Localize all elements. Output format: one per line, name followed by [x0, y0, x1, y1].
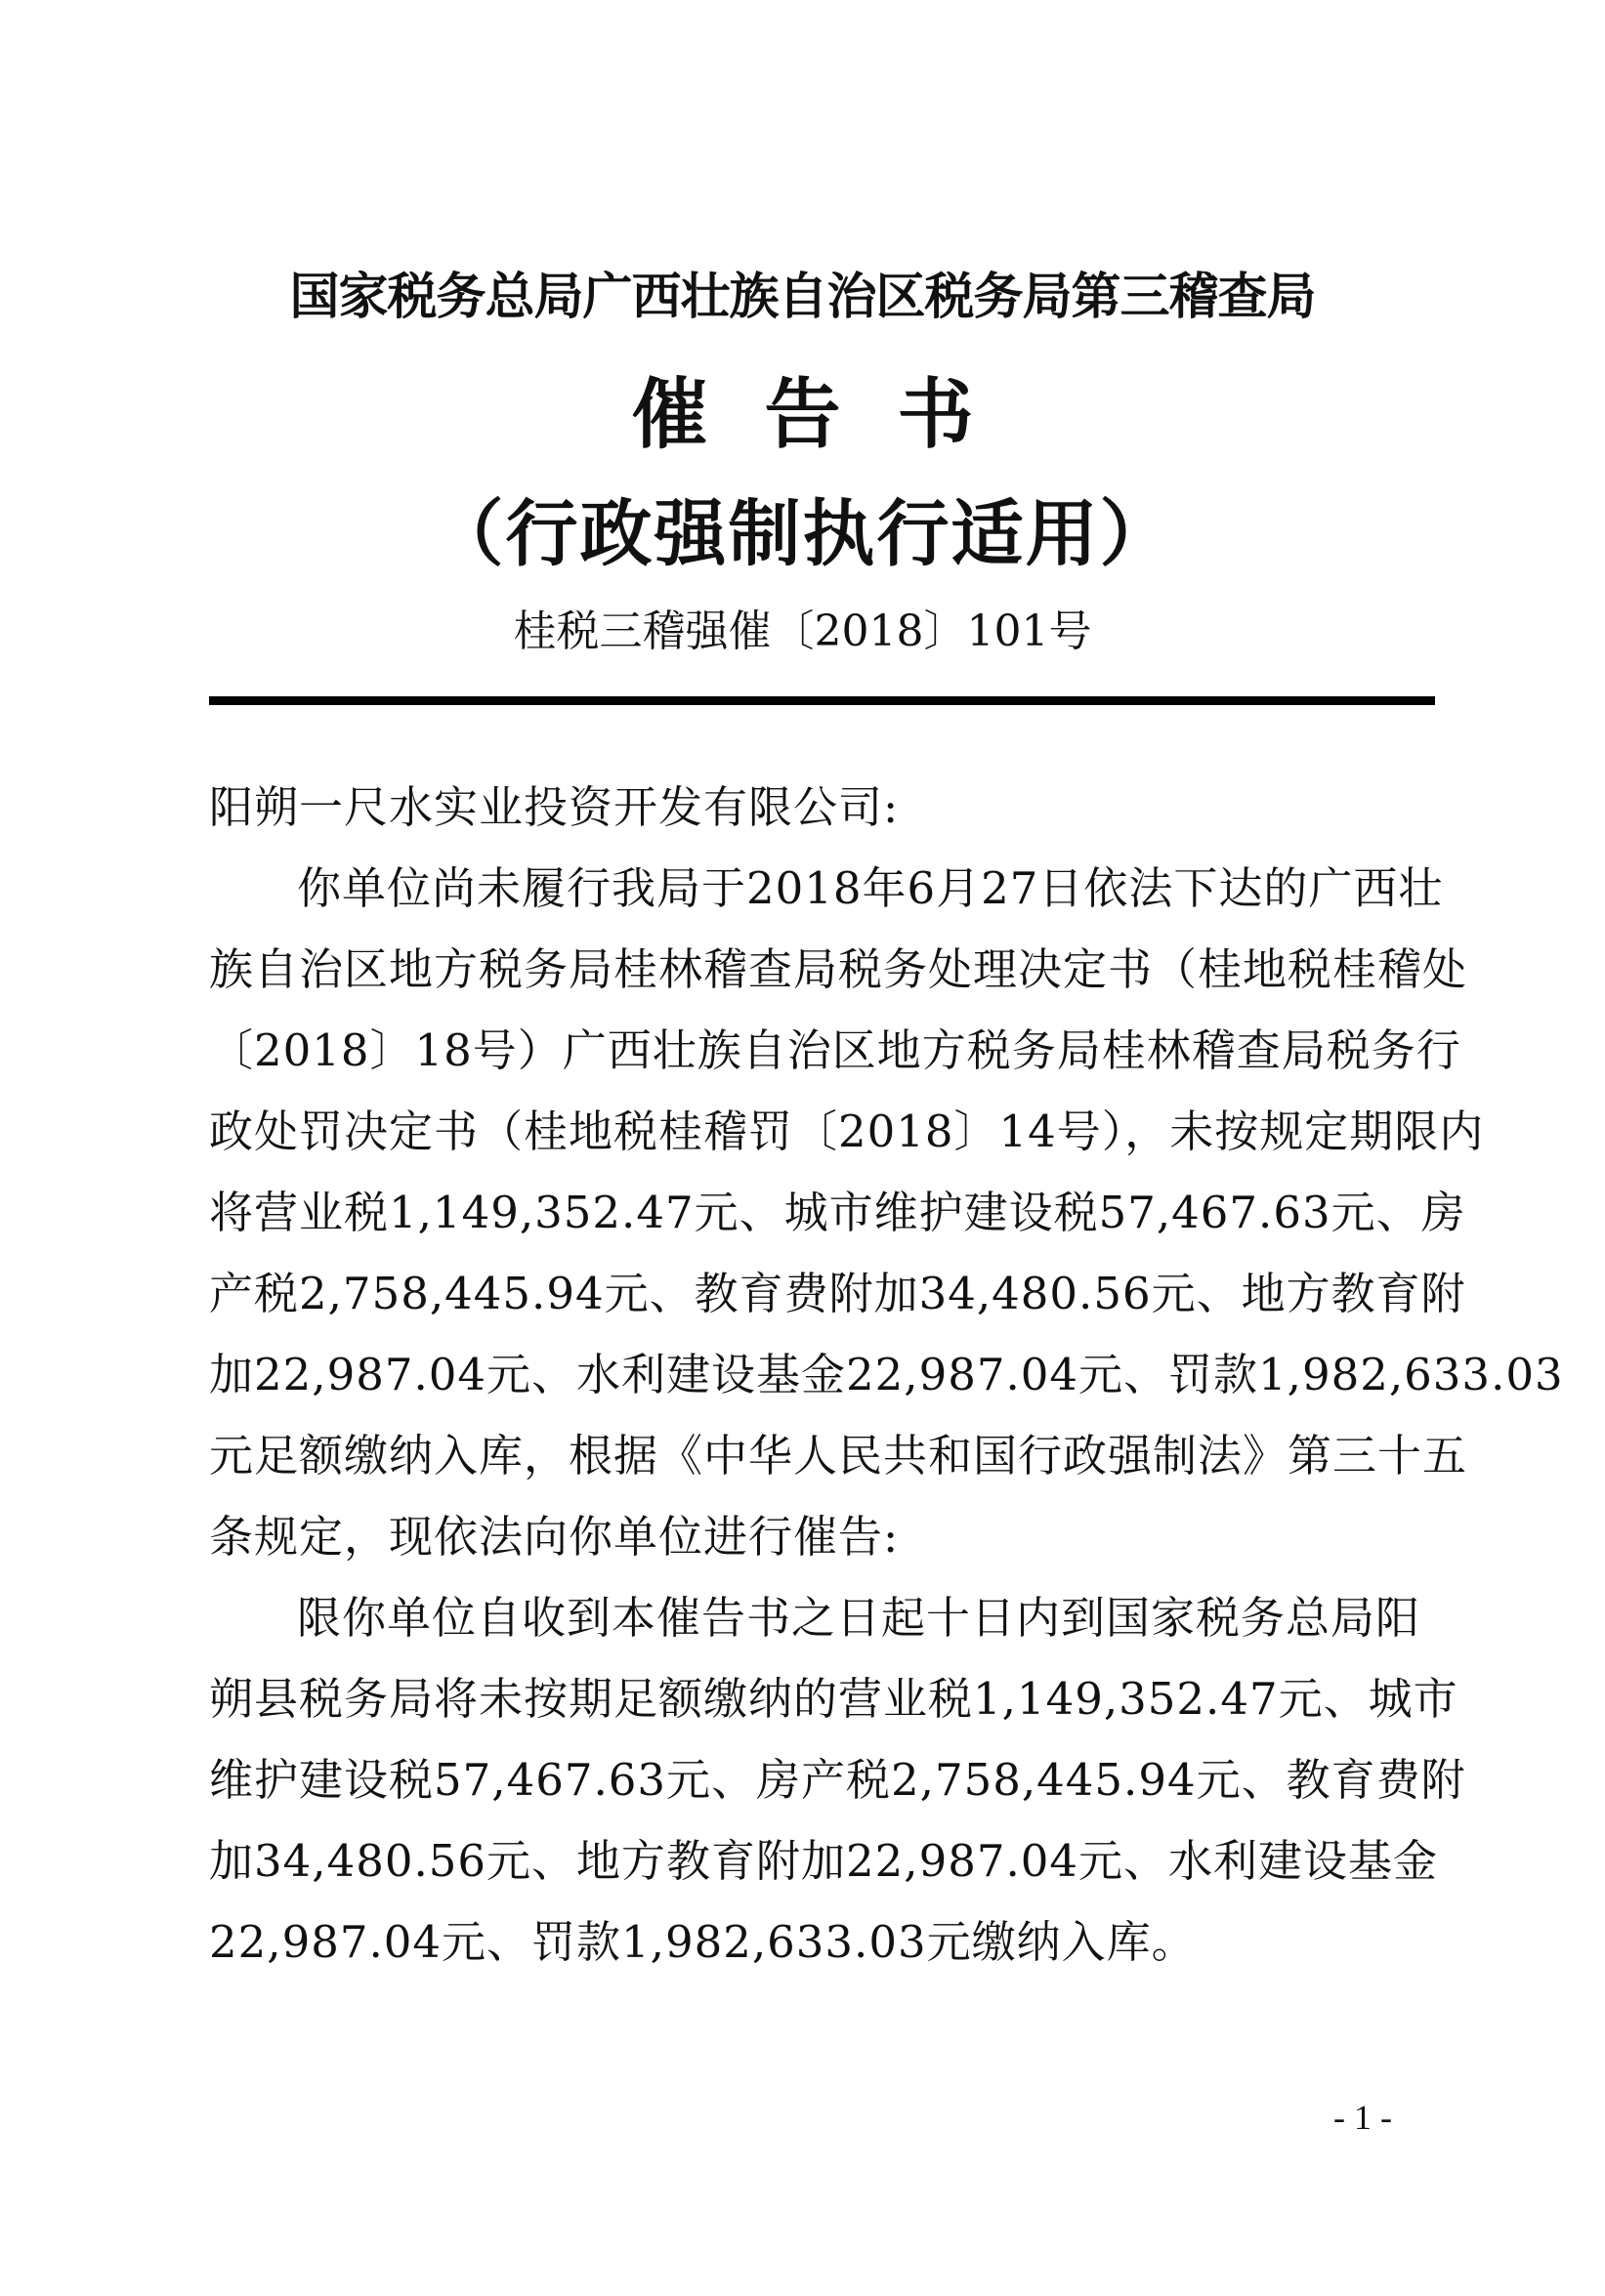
paragraph2-line-3: 维护建设税57,467.63元、房产税2,758,445.94元、教育费附 — [209, 1754, 1466, 1806]
paragraph1-line-2: 族自治区地方税务局桂林稽查局税务处理决定书（桂地税桂稽处 — [209, 943, 1468, 995]
paragraph2-line-2: 朔县税务局将未按期足额缴纳的营业税1,149,352.47元、城市 — [209, 1673, 1458, 1725]
document-title: 催告书 — [631, 371, 1031, 459]
paragraph1-line-8: 元足额缴纳入库，根据《中华人民共和国行政强制法》第三十五 — [209, 1430, 1468, 1482]
paragraph2-line-5: 22,987.04元、罚款1,982,633.03元缴纳入库。 — [209, 1916, 1197, 1968]
paragraph1-line-4: 政处罚决定书（桂地税桂稽罚〔2018〕14号），未按规定期限内 — [209, 1106, 1485, 1157]
page-number: - 1 - — [1333, 2098, 1392, 2137]
paragraph2-line-1: 限你单位自收到本催告书之日起十日内到国家税务总局阳 — [297, 1592, 1421, 1644]
header-divider — [209, 696, 1435, 705]
paragraph1-line-7: 加22,987.04元、水利建设基金22,987.04元、罚款1,982,633.03 — [209, 1349, 1564, 1400]
paragraph1-line-9: 条规定，现依法向你单位进行催告: — [209, 1511, 900, 1563]
paragraph2-line-4: 加34,480.56元、地方教育附加22,987.04元、水利建设基金 — [209, 1835, 1439, 1887]
paragraph1-line-3: 〔2018〕18号）广西壮族自治区地方税务局桂林稽查局税务行 — [209, 1024, 1461, 1076]
issuing-agency: 国家税务总局广西壮族自治区税务局第三稽查局 — [289, 269, 1316, 326]
paragraph1-line-1: 你单位尚未履行我局于2018年6月27日依法下达的广西壮 — [297, 862, 1444, 914]
recipient-line: 阳朔一尺水实业投资开发有限公司: — [209, 781, 900, 833]
paragraph1-line-5: 将营业税1,149,352.47元、城市维护建设税57,467.63元、房 — [209, 1187, 1466, 1238]
paragraph1-line-6: 产税2,758,445.94元、教育费附加34,480.56元、地方教育附 — [209, 1268, 1466, 1319]
document-subtitle: （行政强制执行适用） — [431, 492, 1174, 576]
document-number: 桂税三稽强催〔2018〕101号 — [513, 606, 1092, 656]
